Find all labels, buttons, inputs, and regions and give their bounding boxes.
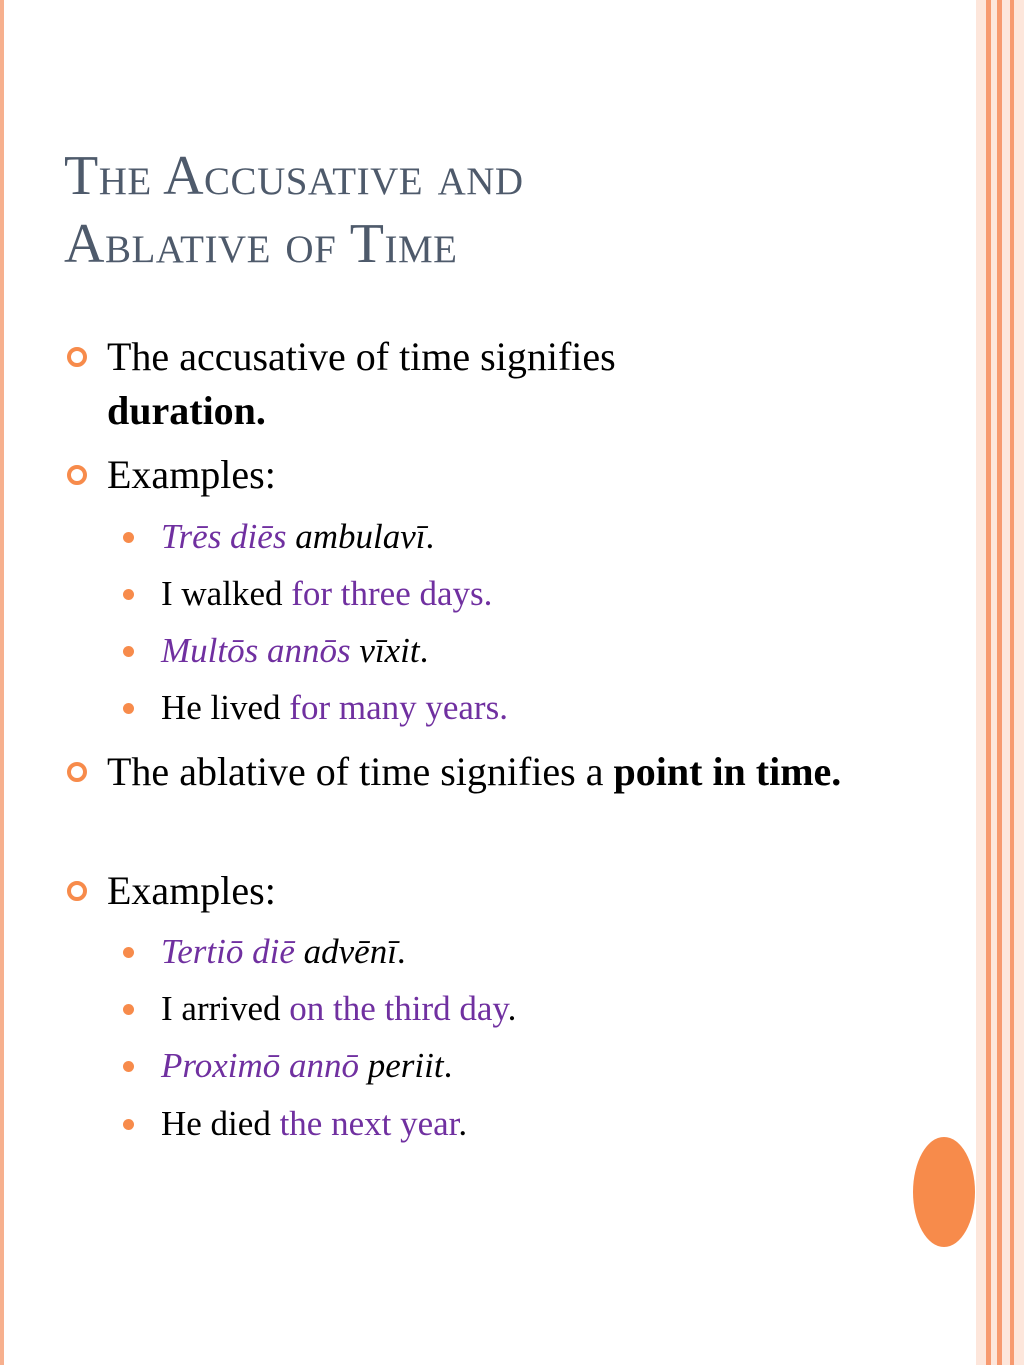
frame-band-right (1002, 0, 1010, 1365)
example-latin (161, 1045, 941, 1087)
dot-bullet-icon (123, 1004, 134, 1015)
sentence-end: . (419, 631, 429, 670)
examples-heading (107, 864, 907, 918)
title-line-1: The Accusative and (64, 145, 524, 207)
sentence-end: . (458, 1104, 468, 1143)
examples-label: Examples: (107, 868, 276, 913)
translation-highlight: on the third day (289, 989, 508, 1028)
statement-ablative (107, 745, 907, 799)
examples-heading (107, 448, 907, 502)
dot-bullet-icon (123, 646, 134, 657)
translation-highlight: the next year (279, 1104, 459, 1143)
statement-text: The accusative of time signifies (107, 334, 616, 379)
circle-bullet-icon (67, 347, 87, 367)
latin-verb: ambulavī (295, 517, 426, 556)
latin-verb: vīxit (359, 631, 420, 670)
frame-band-right (976, 0, 986, 1365)
translation-prefix: He lived (161, 688, 290, 727)
decorative-oval (913, 1137, 975, 1247)
dot-bullet-icon (123, 1061, 134, 1072)
latin-phrase: Proximō annō (161, 1046, 359, 1085)
latin-phrase: Multōs annōs (161, 631, 351, 670)
circle-bullet-icon (67, 762, 87, 782)
sentence-end: . (425, 517, 435, 556)
translation-highlight: for many years. (289, 688, 508, 727)
example-translation (161, 573, 941, 615)
examples-label: Examples: (107, 452, 276, 497)
statement-emphasis: duration. (107, 388, 266, 433)
example-latin (161, 516, 941, 558)
dot-bullet-icon (123, 1119, 134, 1130)
latin-verb: advēnī (303, 932, 397, 971)
slide-title (64, 142, 944, 278)
latin-phrase: Tertiō diē (161, 932, 295, 971)
frame-stripe-left (0, 0, 4, 1365)
latin-phrase: Trēs diēs (161, 517, 287, 556)
circle-bullet-icon (67, 465, 87, 485)
translation-prefix: I walked (161, 574, 292, 613)
statement-emphasis: point in time. (613, 749, 842, 794)
example-translation (161, 1103, 941, 1145)
translation-prefix: He died (161, 1104, 280, 1143)
sentence-end: . (396, 932, 406, 971)
latin-verb: periit (367, 1046, 444, 1085)
circle-bullet-icon (67, 881, 87, 901)
statement-accusative (107, 330, 907, 438)
example-latin (161, 931, 941, 973)
dot-bullet-icon (123, 532, 134, 543)
statement-text: The ablative of time signifies a (107, 749, 604, 794)
dot-bullet-icon (123, 703, 134, 714)
example-translation (161, 988, 941, 1030)
example-translation (161, 687, 941, 729)
frame-band-right (1014, 0, 1024, 1365)
sentence-end: . (507, 989, 517, 1028)
dot-bullet-icon (123, 589, 134, 600)
translation-prefix: I arrived (161, 989, 290, 1028)
translation-highlight: for three days. (291, 574, 493, 613)
title-line-2: Ablative of Time (64, 213, 458, 275)
sentence-end: . (443, 1046, 453, 1085)
example-latin (161, 630, 941, 672)
dot-bullet-icon (123, 947, 134, 958)
